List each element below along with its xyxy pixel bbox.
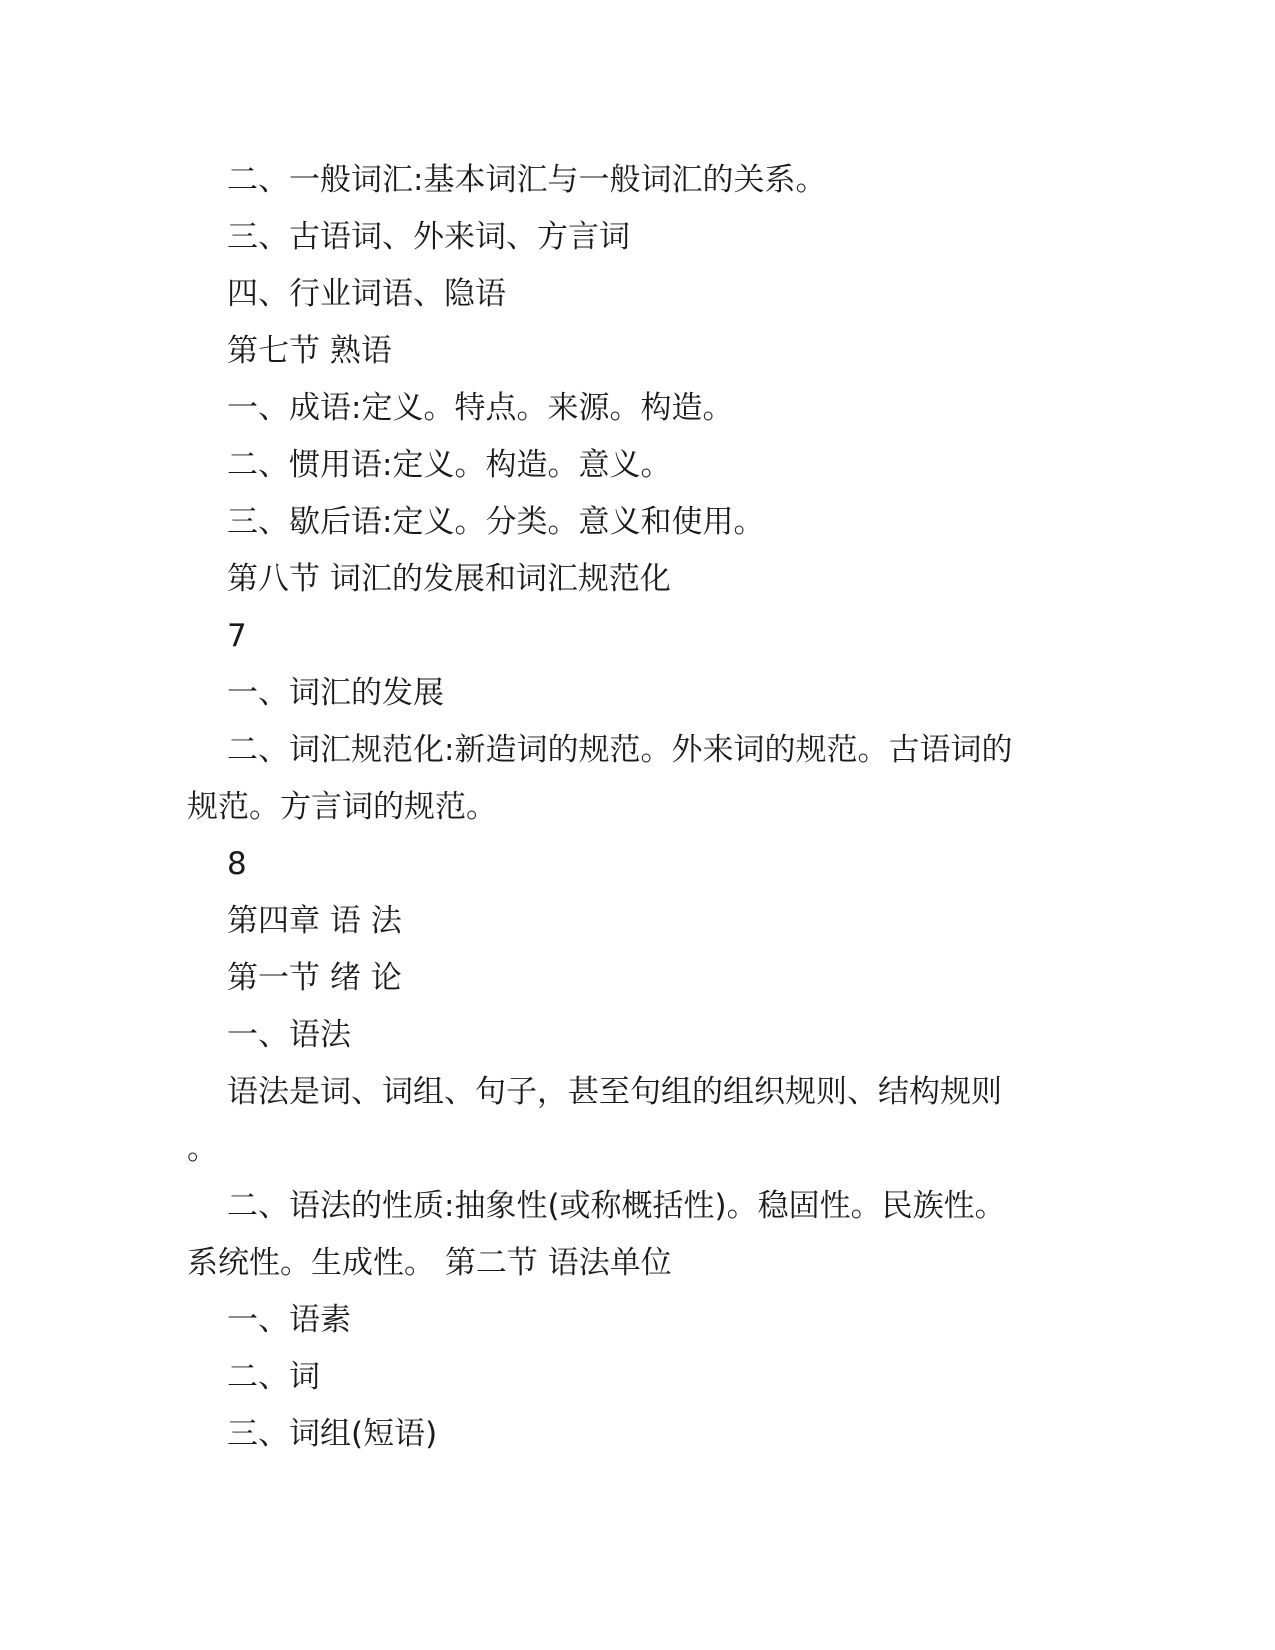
text-line: 二、惯用语:定义。构造。意义。 (227, 447, 672, 483)
text-line: 三、古语词、外来词、方言词 (227, 219, 630, 255)
text-line-continuation: 。 (187, 1131, 218, 1167)
section-heading: 第七节 熟语 (227, 333, 392, 369)
text-line: 二、语法的性质:抽象性(或称概括性)。稳固性。民族性。 (227, 1188, 1006, 1224)
text-line: 二、词 (227, 1359, 320, 1395)
text-line: 语法是词、词组、句子，甚至句组的组织规则、结构规则 (227, 1074, 1002, 1110)
text-line: 一、词汇的发展 (227, 675, 444, 711)
document-body (187, 152, 1067, 1463)
text-line: 一、语素 (227, 1302, 351, 1338)
text-line: 三、歇后语:定义。分类。意义和使用。 (227, 504, 765, 540)
text-line: 二、一般词汇:基本词汇与一般词汇的关系。 (227, 162, 827, 198)
page-number: 7 (227, 618, 247, 654)
section-heading: 第一节 绪 论 (227, 960, 402, 996)
text-line: 三、词组(短语) (227, 1416, 438, 1452)
page-number: 8 (227, 846, 247, 882)
text-line-continuation: 系统性。生成性。 第二节 语法单位 (187, 1245, 672, 1281)
section-heading: 第八节 词汇的发展和词汇规范化 (227, 561, 671, 597)
chapter-heading: 第四章 语 法 (227, 903, 402, 939)
text-line-continuation: 规范。方言词的规范。 (187, 789, 497, 825)
text-line: 一、成语:定义。特点。来源。构造。 (227, 390, 734, 426)
text-line: 四、行业词语、隐语 (227, 276, 506, 312)
text-line: 二、词汇规范化:新造词的规范。外来词的规范。古语词的 (227, 732, 1013, 768)
text-line: 一、语法 (227, 1017, 351, 1053)
